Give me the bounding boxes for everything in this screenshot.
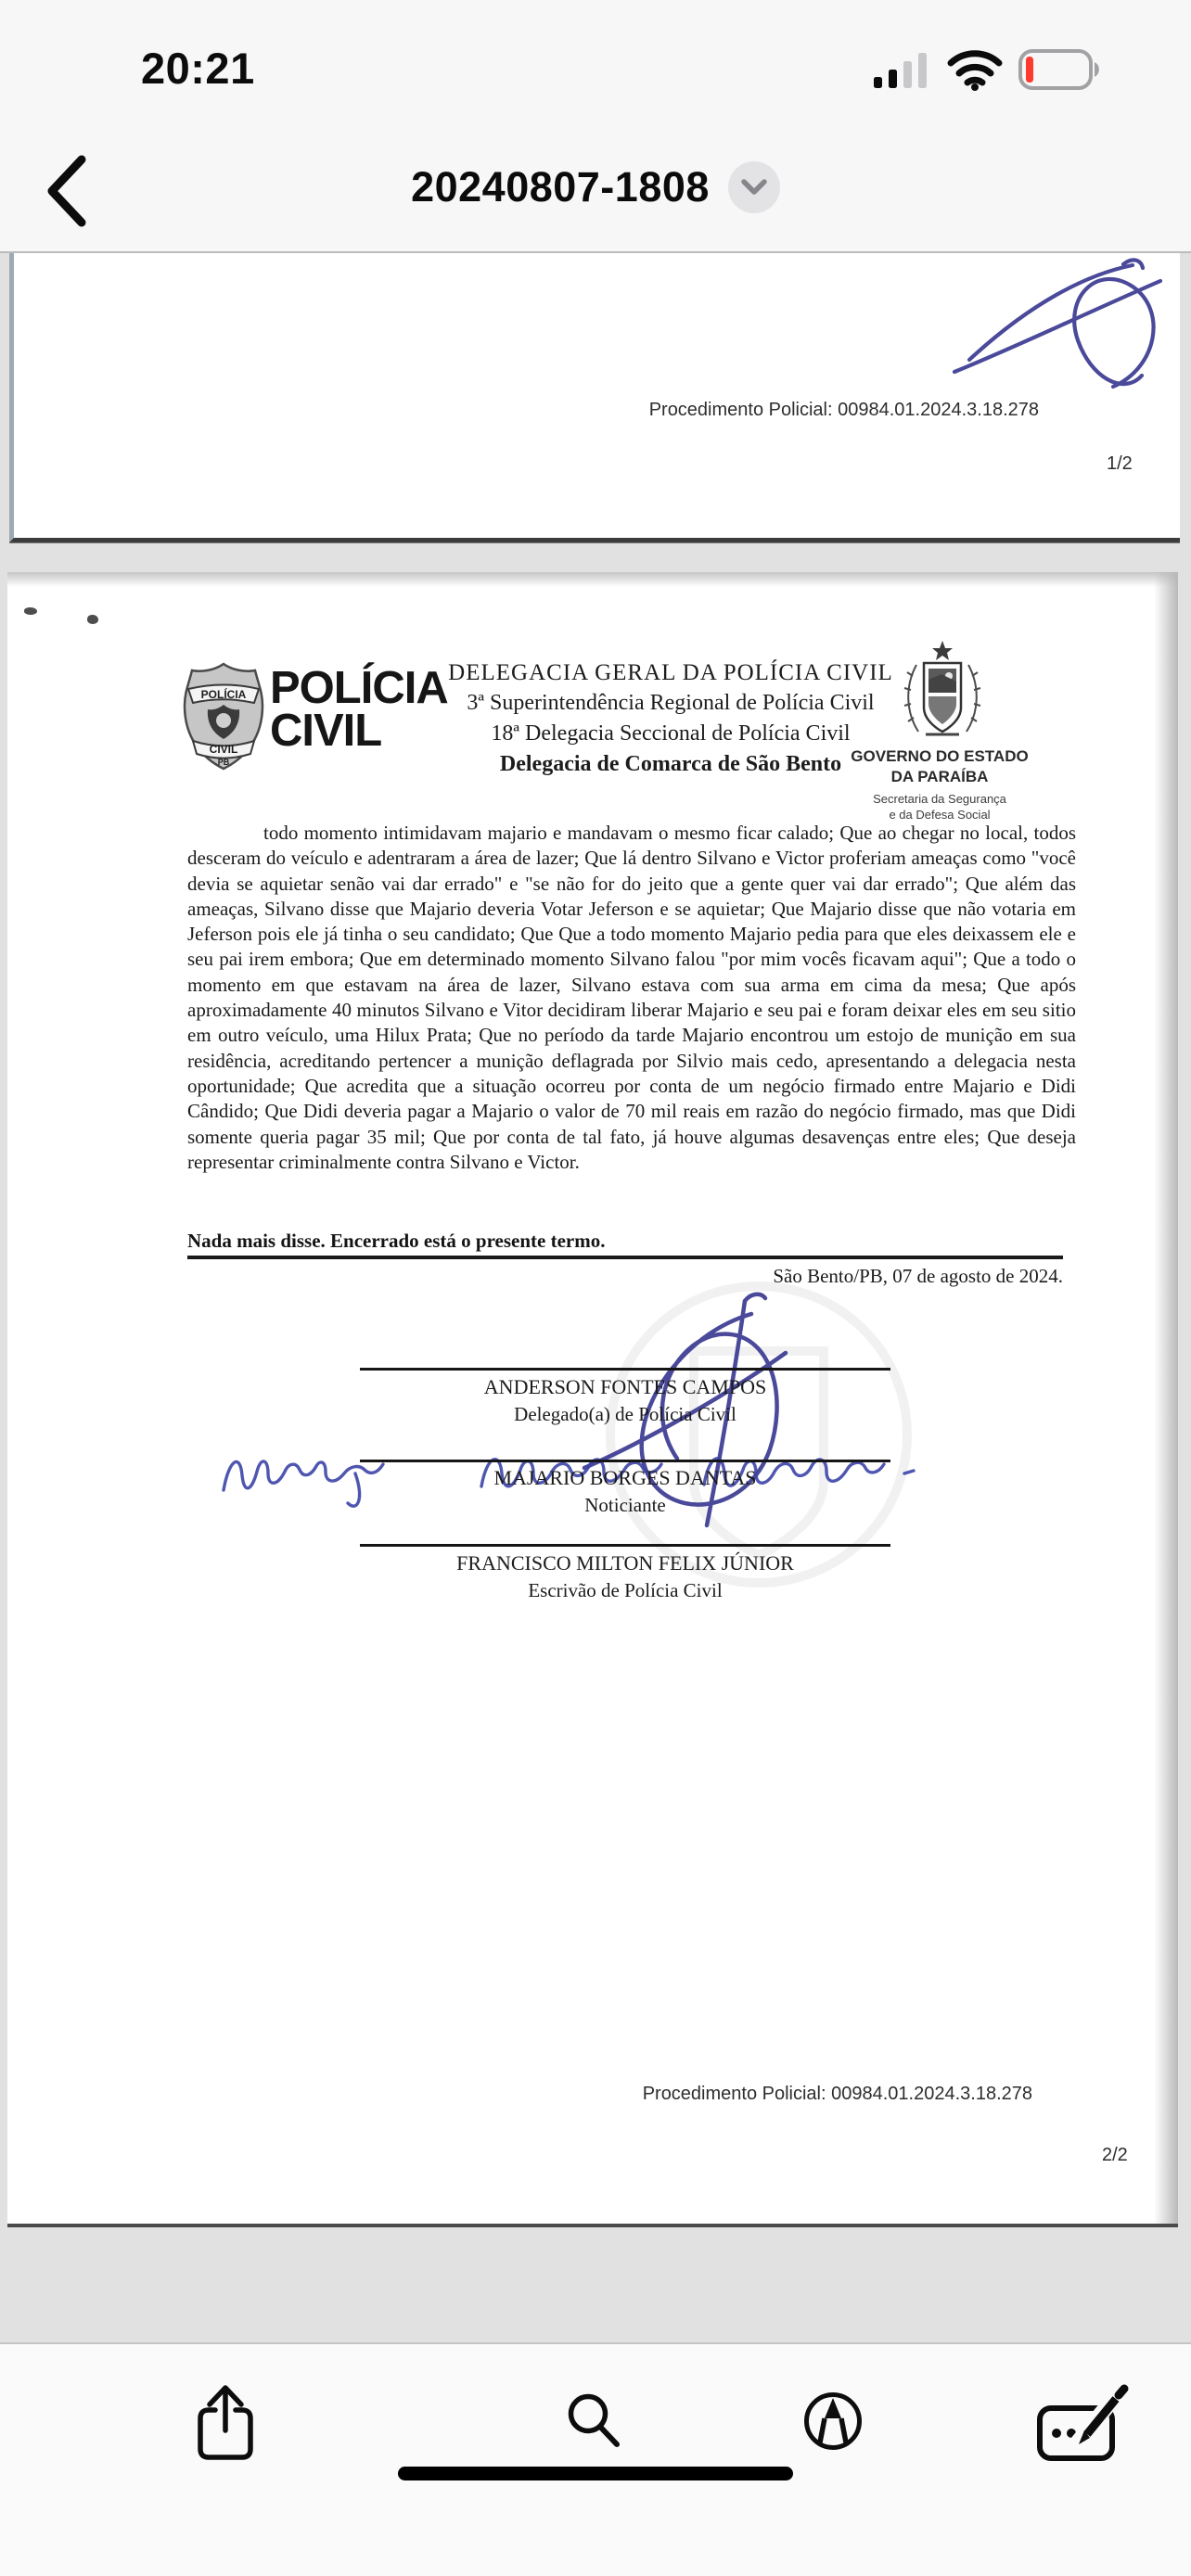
document-title: 20240807-1808 — [411, 162, 710, 210]
chevron-down-icon — [740, 178, 768, 197]
pdf-page-2 — [7, 572, 1178, 2227]
signatory-name: FRANCISCO MILTON FELIX JÚNIOR — [456, 1551, 794, 1575]
svg-text:POLÍCIA: POLÍCIA — [200, 688, 247, 701]
procedure-number-page2: Procedimento Policial: 00984.01.2024.3.18.278 — [642, 2084, 1032, 2104]
closing-rule — [187, 1256, 1063, 1259]
signatory-role: Noticiante — [584, 1494, 666, 1516]
policia-civil-wordmark: POLÍCIA CIVIL — [270, 663, 448, 756]
navigation-bar — [0, 122, 1191, 253]
signatory-role: Delegado(a) de Polícia Civil — [514, 1403, 736, 1425]
markup-button[interactable] — [782, 2370, 884, 2472]
share-icon — [190, 2378, 261, 2464]
letterhead-line: DELEGACIA GERAL DA POLÍCIA CIVIL — [448, 660, 893, 685]
signatory-name: MAJARIO BORGES DANTAS — [493, 1466, 757, 1489]
battery-icon — [1018, 49, 1102, 90]
letterhead-line: Delegacia de Comarca de São Bento — [499, 752, 842, 776]
letterhead-line: 18ª Delegacia Seccional de Polícia Civil — [491, 721, 851, 746]
date-line: São Bento/PB, 07 de agosto de 2024. — [773, 1265, 1063, 1287]
battery-level-low — [1026, 57, 1033, 83]
status-bar — [0, 0, 1191, 122]
share-button[interactable] — [174, 2370, 276, 2472]
signature-scribble-page1 — [941, 255, 1181, 402]
scan-edge-right — [1154, 572, 1178, 2224]
page-indicator-page1: 1/2 — [1107, 453, 1133, 474]
svg-text:CIVIL: CIVIL — [209, 743, 238, 756]
search-icon — [561, 2389, 628, 2454]
letterhead-line: 3ª Superintendência Regional de Polícia Civil — [467, 691, 875, 715]
signatory-role: Escrivão de Polícia Civil — [528, 1579, 723, 1601]
signature-line — [360, 1460, 890, 1462]
procedure-number-page1: Procedimento Policial: 00984.01.2024.3.18.278 — [648, 400, 1039, 420]
signatory-name: ANDERSON FONTES CAMPOS — [483, 1375, 767, 1398]
page-indicator-page2: 2/2 — [1102, 2145, 1128, 2165]
title-menu-chevron-button[interactable] — [728, 161, 780, 213]
markup-pen-icon — [800, 2389, 865, 2454]
wifi-icon — [946, 48, 1004, 91]
clock-time: 20:21 — [141, 44, 255, 93]
policia-civil-badge-logo — [180, 660, 267, 773]
government-caption: GOVERNO DO ESTADO DA PARAÍBA Secretaria da Segurança e da Defesa Social — [851, 747, 1029, 822]
cellular-signal-icon — [872, 49, 931, 90]
title-dropdown-button[interactable] — [0, 122, 1191, 251]
svg-text:PB: PB — [217, 758, 230, 767]
document-scroll-area[interactable] — [0, 253, 1191, 2342]
home-indicator[interactable] — [398, 2467, 793, 2480]
fill-and-sign-icon — [1034, 2377, 1131, 2466]
signature-line — [360, 1368, 890, 1371]
signature-line — [360, 1544, 890, 1547]
scan-speck — [87, 615, 98, 624]
paraiba-coat-of-arms — [898, 639, 987, 746]
scan-edge-top — [7, 572, 1178, 587]
search-button[interactable] — [544, 2370, 646, 2472]
deposition-body-text: todo momento intimidavam majario e mandavam o mesmo ficar calado; Que ao chegar no local, todos desceram do veículo e adentraram a área de lazer; Que lá dentro Silvano e Victor proferiam ameaças como "você devia se aquietar senão vai dar errado" e "se não for do jeito que a gente quer vai dar errado"; Que além das ameaças, Silvano disse que Majario deveria Votar Jeferson e se aquietar; Que Majario disse que não votaria em Jeferson pois ele já tinha o seu candidato; Que Que a todo momento Majario pedia para que eles deixassem ele e seu pai irem embora; Que em determinado momento Silvano falou "por mim vocês ficavam aqui"; Que a todo o momento em que estavam na área de lazer, Silvano estava com sua arma em cima da mesa; Que após aproximadamente 40 minutos Silvano e Vitor decidiram liberar Majario e seu pai e foram deixar eles em seu sitio em outro veículo, uma Hilux Prata; Que no período da tarde Majario encontrou um estojo de munição em sua residência, acreditando pertencer a munição deflagrada por Silvio mais cedo, apresentando a delegacia nesta oportunidade; Que acredita que a situação ocorreu por conta de um negócio firmado entre Majario e Didi Cândido; Que Didi deveria pagar a Majario o valor de 70 mil reais em razão do negócio firmado, mas que Didi somente queria pagar 35 mil; Que por conta de tal fato, já houve algumas desavenças entre eles; Que deseja representar criminalmente contra Silvano e Victor. — [187, 822, 1076, 1173]
bottom-toolbar — [0, 2342, 1191, 2576]
scan-speck — [24, 607, 37, 615]
fill-sign-button[interactable] — [1031, 2370, 1133, 2472]
pdf-page-1 — [9, 253, 1180, 542]
closing-statement: Nada mais disse. Encerrado está o presente termo. — [187, 1230, 606, 1252]
